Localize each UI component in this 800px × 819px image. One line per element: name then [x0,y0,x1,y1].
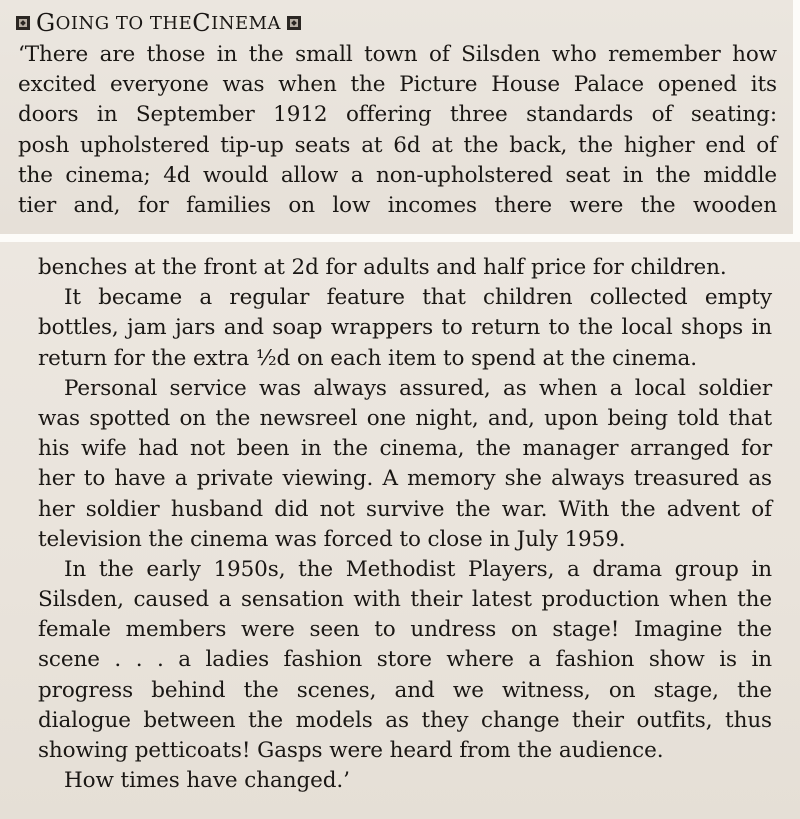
text-line: her soldier husband did not survive the war. With the advent of [38,496,772,522]
paragraph-start: It became a regular feature that children collected empty [64,285,772,311]
text-line: tier and, for families on low incomes there were the wooden [18,192,777,218]
bottom-excerpt-panel [0,242,800,819]
text-line: television the cinema was forced to close in July 1959. [38,526,626,552]
heading-initial-2: C [192,9,212,37]
text-line: was spotted on the newsreel one night, and, upon being told that [38,405,772,431]
ornament-right-icon [287,16,301,30]
text-line: scene . . . a ladies fashion store where a fashion show is in [38,647,772,673]
text-line: her to have a private viewing. A memory she always treasured as [38,466,772,492]
top-excerpt-panel [0,0,793,234]
heading-initial: G [36,9,56,37]
paragraph-start: Personal service was always assured, as when a local soldier [64,375,772,401]
text-line: benches at the front at 2d for adults and half price for children. [38,255,727,280]
text-line: the cinema; 4d would allow a non-upholstered seat in the middle [18,162,777,188]
text-line: posh upholstered tip-up seats at 6d at the back, the higher end of [18,132,777,158]
paragraph-start: In the early 1950s, the Methodist Players, a drama group in [64,556,772,582]
text-line: female members were seen to undress on stage! Imagine the [38,617,772,643]
text-line: ‘There are those in the small town of Silsden who remember how [18,42,777,67]
paragraph-start: How times have changed.’ [64,768,350,794]
heading-text: OING TO THE [55,12,193,34]
text-line: Silsden, caused a sensation with their latest production when the [38,587,772,613]
text-line: return for the extra ½d on each item to spend at the cinema. [38,345,697,371]
text-line: excited everyone was when the Picture House Palace opened its [18,72,777,98]
heading-text-2: INEMA [211,12,282,34]
text-line: showing petticoats! Gasps were heard from the audience. [38,738,664,763]
text-line: his wife had not been in the cinema, the manager arranged for [38,436,772,462]
section-heading [16,8,777,38]
text-line: doors in September 1912 offering three standards of seating: [18,102,777,128]
text-line: bottles, jam jars and soap wrappers to return to the local shops in [38,315,772,341]
ornament-left-icon [16,16,30,30]
text-line: dialogue between the models as they change their outfits, thus [38,707,772,733]
text-line: progress behind the scenes, and we witness, on stage, the [38,677,772,703]
